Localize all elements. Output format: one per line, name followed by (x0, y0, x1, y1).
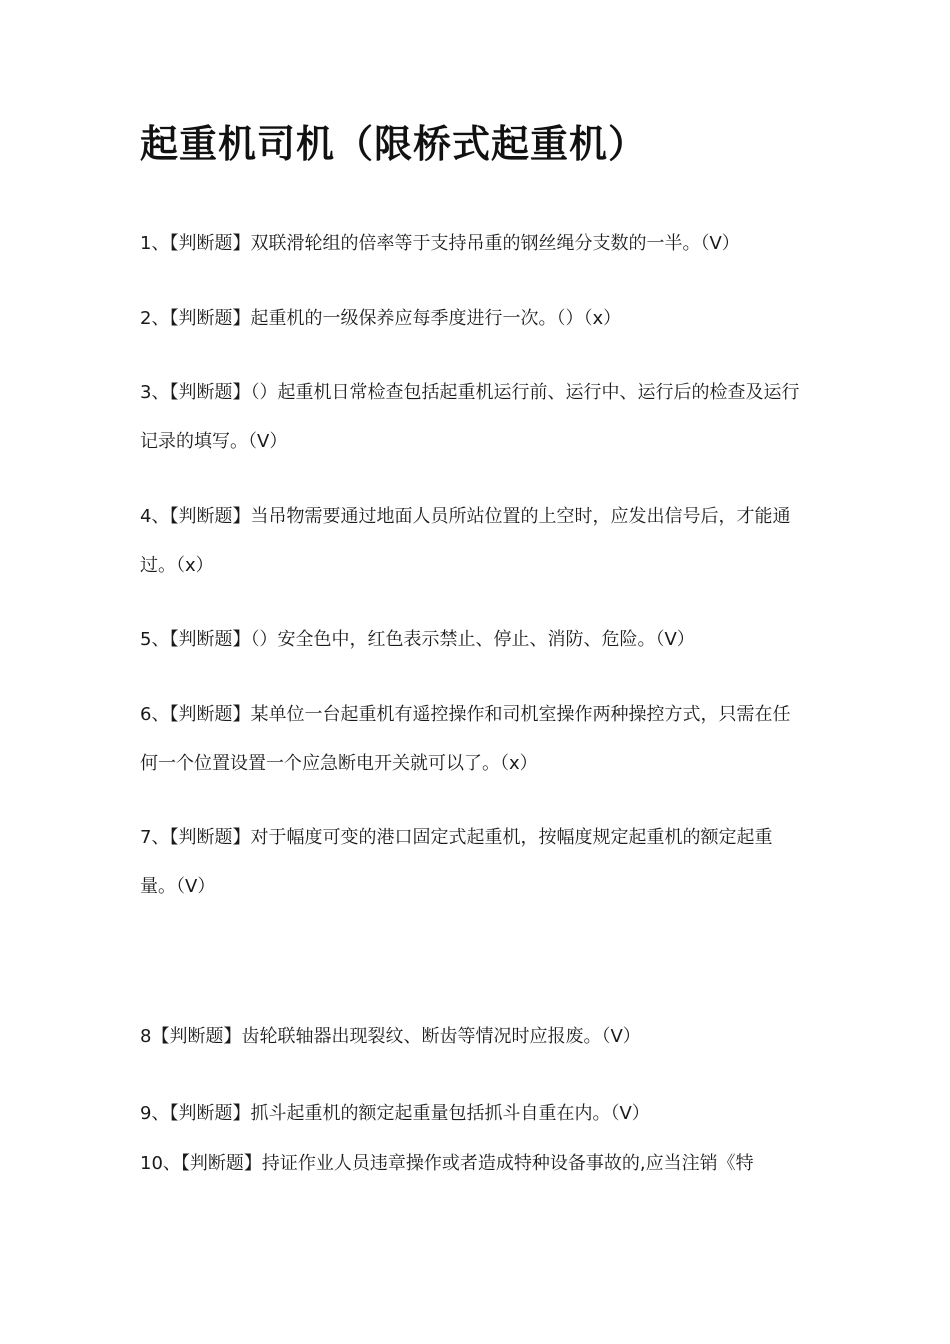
question-5: 5、【判断题】（）安全色中，红色表示禁止、停止、消防、危险。（V） (140, 629, 695, 650)
document-title: 起重机司机（限桥式起重机） (140, 122, 648, 166)
question-6: 6、【判断题】某单位一台起重机有遥控操作和司机室操作两种操控方式，只需在任何一个位置设置一个应急断电开关就可以了。（x） (140, 704, 791, 774)
question-8: 8【判断题】齿轮联轴器出现裂纹、断齿等情况时应报废。（V） (140, 1026, 641, 1047)
question-1: 1、【判断题】双联滑轮组的倍率等于支持吊重的钢丝绳分支数的一半。（V） (140, 233, 740, 254)
question-10: 10、【判断题】持证作业人员违章操作或者造成特种设备事故的,应当注销《特 (140, 1153, 754, 1174)
question-7: 7、【判断题】对于幅度可变的港口固定式起重机，按幅度规定起重机的额定起重量。（V） (140, 827, 773, 897)
question-2: 2、【判断题】起重机的一级保养应每季度进行一次。（）（x） (140, 308, 622, 329)
question-3: 3、【判断题】（）起重机日常检查包括起重机运行前、运行中、运行后的检查及运行记录的填写。（V） (140, 382, 800, 452)
question-9: 9、【判断题】抓斗起重机的额定起重量包括抓斗自重在内。（V） (140, 1103, 650, 1124)
question-4: 4、【判断题】当吊物需要通过地面人员所站位置的上空时，应发出信号后，才能通过。（x） (140, 506, 791, 576)
